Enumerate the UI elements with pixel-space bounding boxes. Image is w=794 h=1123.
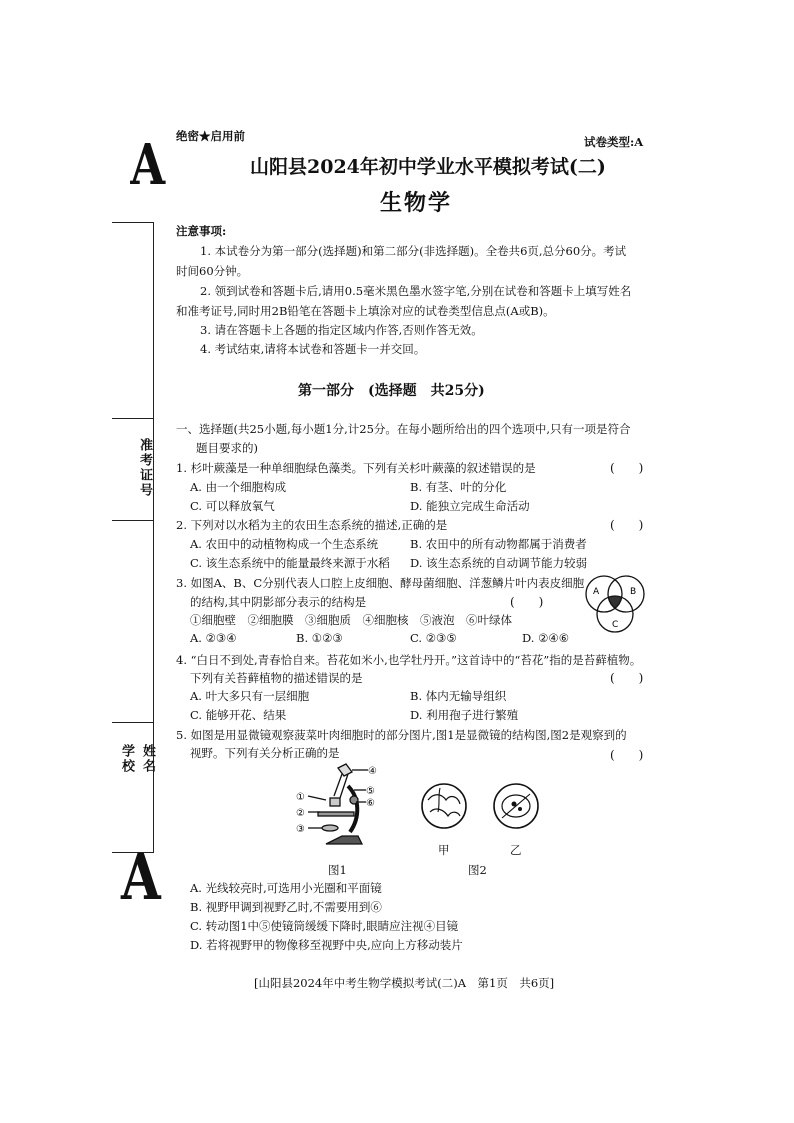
microscope-label-4: ④: [368, 766, 377, 777]
margin-divider: [112, 222, 154, 223]
margin-big-letter-top: A: [130, 132, 166, 198]
notes-item-4: 4. 考试结束,请将本试卷和答题卡一并交回。: [200, 342, 426, 356]
subject-title: 生物学: [380, 190, 453, 216]
part1-heading: 第一部分 (选择题 共25分): [298, 383, 485, 399]
secret-label: 绝密★启用前: [176, 129, 245, 143]
microscope-arm: [348, 786, 357, 832]
view-label-yi: 乙: [510, 843, 522, 857]
q5-option-a: A. 光线较亮时,可选用小光圈和平面镜: [190, 881, 382, 895]
part1-instruction-cont: 题目要求的): [196, 441, 258, 455]
microscope-label-2: ②: [296, 808, 305, 819]
q3-stem-cont: 的结构,其中阴影部分表示的结构是: [190, 595, 367, 609]
view-label-jia: 甲: [438, 843, 450, 857]
venn-circle-a: [586, 576, 622, 612]
paper-type: 试卷类型:A: [584, 135, 644, 149]
q3-structure-list: ①细胞壁 ②细胞膜 ③细胞质 ④细胞核 ⑤液泡 ⑥叶绿体: [190, 613, 512, 627]
q3-answer-paren: ( ): [510, 595, 544, 609]
q2-option-c: C. 该生态系统中的能量最终来源于水稻: [190, 556, 390, 570]
q4-option-a: A. 叶大多只有一层细胞: [190, 689, 310, 703]
q4-answer-paren: ( ): [610, 671, 644, 685]
notes-heading: 注意事项:: [176, 224, 227, 238]
q5-option-d: D. 若将视野甲的物像移至视野中央,应向上方移动装片: [190, 938, 463, 952]
q2-option-d: D. 该生态系统的自动调节能力较弱: [410, 556, 588, 570]
q2-option-b: B. 农田中的所有动物都属于消费者: [410, 537, 587, 551]
q2-answer-paren: ( ): [610, 518, 644, 532]
q5-stem: 5. 如图是用显微镜观察菠菜叶肉细胞时的部分图片,图1是显微镜的结构图,图2是观察到的: [176, 728, 627, 742]
field-of-view-yi: [492, 782, 540, 830]
microscope-figure: [296, 762, 380, 858]
admission-number-label: 准考证号: [137, 438, 152, 498]
margin-divider: [112, 418, 154, 419]
microscope-label-5: ⑤: [366, 786, 375, 797]
field-of-view-jia: [420, 782, 468, 830]
q3-option-a: A. ②③④: [190, 631, 237, 645]
q4-stem-cont: 下列有关苔藓植物的描述错误的是: [190, 671, 363, 685]
page-footer: [山阳县2024年中考生物学模拟考试(二)A 第1页 共6页]: [254, 976, 555, 990]
notes-item-2: 2. 领到试卷和答题卡后,请用0.5毫米黑色墨水签字笔,分别在试卷和答题卡上填写姓名: [200, 284, 632, 298]
exam-title: 山阳县2024年初中学业水平模拟考试(二): [250, 156, 606, 178]
objective-lens: [330, 798, 340, 806]
notes-item-1-cont: 时间60分钟。: [176, 264, 249, 278]
q3-option-b: B. ①②③: [296, 631, 343, 645]
venn-label-c: C: [612, 620, 619, 630]
notes-item-1: 1. 本试卷分为第一部分(选择题)和第二部分(非选择题)。全卷共6页,总分60分。考试: [200, 244, 627, 258]
notes-item-3: 3. 请在答题卡上各题的指定区域内作答,否则作答无效。: [200, 323, 483, 337]
part1-instruction: 一、选择题(共25小题,每小题1分,计25分。在每小题所给出的四个选项中,只有一项是符合: [176, 422, 631, 436]
fig2-caption: 图2: [468, 863, 487, 877]
q1-stem: 1. 杉叶蕨藻是一种单细胞绿色藻类。下列有关杉叶蕨藻的叙述错误的是: [176, 461, 536, 475]
venn-circle-b: [608, 576, 644, 612]
q3-option-c: C. ②③⑤: [410, 631, 457, 645]
q1-option-d: D. 能独立完成生命活动: [410, 499, 530, 513]
microscope-label-3: ③: [296, 824, 305, 835]
adjustment-knob: [350, 796, 358, 804]
school-label: 学校: [119, 744, 134, 774]
margin-divider: [112, 520, 154, 521]
venn-label-a: A: [593, 587, 600, 597]
microscope-label-1: ①: [296, 792, 305, 803]
margin-divider: [112, 722, 154, 723]
q5-option-c: C. 转动图1中⑤使镜筒缓缓下降时,眼睛应注视④目镜: [190, 919, 459, 933]
notes-item-2-cont: 和准考证号,同时用2B铅笔在答题卡上填涂对应的试卷类型信息点(A或B)。: [176, 304, 555, 318]
q2-option-a: A. 农田中的动植物构成一个生态系统: [190, 537, 379, 551]
q5-answer-paren: ( ): [610, 748, 644, 762]
q1-option-a: A. 由一个细胞构成: [190, 480, 287, 494]
q4-option-c: C. 能够开花、结果: [190, 708, 287, 722]
q2-stem: 2. 下列对以水稻为主的农田生态系统的描述,正确的是: [176, 518, 448, 532]
microscope-mirror: [322, 825, 338, 831]
q1-option-b: B. 有茎、叶的分化: [410, 480, 507, 494]
name-label: 姓名: [140, 744, 155, 774]
q1-option-c: C. 可以释放氧气: [190, 499, 275, 513]
q4-option-d: D. 利用孢子进行繁殖: [410, 708, 519, 722]
microscope-label-6: ⑥: [366, 798, 375, 809]
q4-option-b: B. 体内无输导组织: [410, 689, 507, 703]
q4-stem: 4. “白日不到处,青春恰自来。苔花如米小,也学牡丹开。”这首诗中的“苔花”指的是苔藓植物。: [176, 653, 642, 667]
q3-venn-diagram: [582, 572, 648, 638]
q5-stem-cont: 视野。下列有关分析正确的是: [190, 746, 340, 760]
margin-big-letter-bottom: A: [120, 840, 161, 915]
venn-label-b: B: [630, 587, 637, 597]
q3-option-d: D. ②④⑥: [522, 631, 570, 645]
microscope-stage: [318, 812, 354, 816]
q5-option-b: B. 视野甲调到视野乙时,不需要用到⑥: [190, 900, 382, 914]
q1-answer-paren: ( ): [610, 461, 644, 475]
q3-stem: 3. 如图A、B、C分别代表人口腔上皮细胞、酵母菌细胞、洋葱鳞片叶内表皮细胞: [176, 576, 585, 590]
eyepiece-tube: [338, 764, 352, 776]
fig1-caption: 图1: [328, 863, 347, 877]
microscope-base: [326, 836, 362, 844]
